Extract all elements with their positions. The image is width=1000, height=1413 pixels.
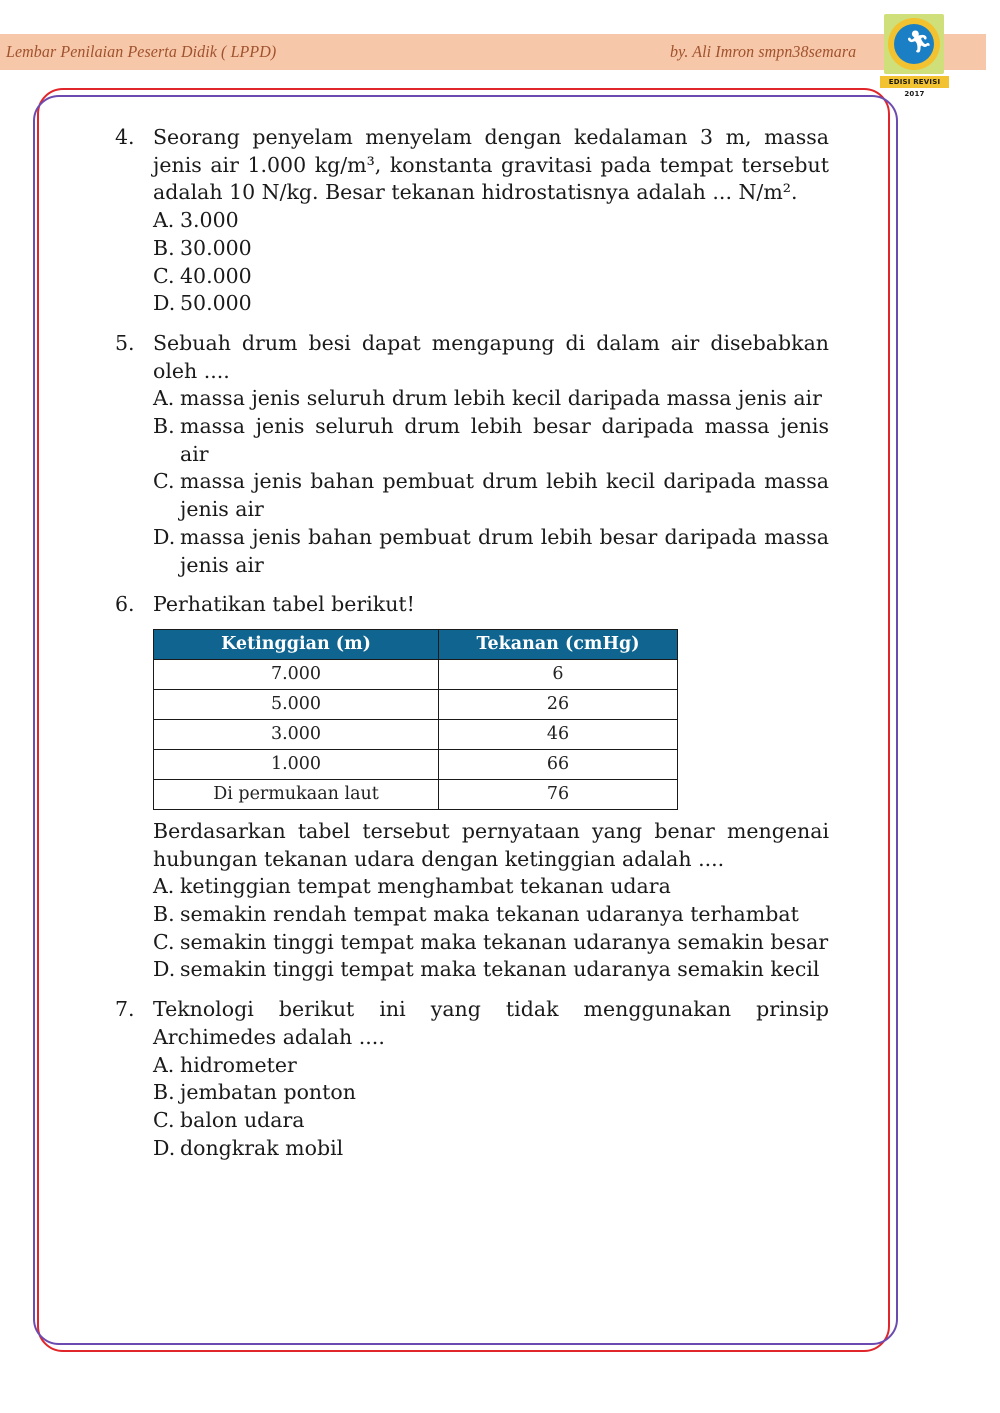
option-text: massa jenis seluruh drum lebih kecil daripada massa jenis air bbox=[180, 386, 822, 411]
pressure-cell: 66 bbox=[439, 749, 678, 779]
option-text: jembatan ponton bbox=[180, 1080, 356, 1105]
question-stem: Perhatikan tabel berikut! bbox=[153, 592, 415, 617]
option-text: massa jenis seluruh drum lebih besar daripada massa jenis air bbox=[180, 414, 829, 466]
option-letter: B. bbox=[153, 414, 175, 439]
question-stem: Teknologi berikut ini yang tidak menggunakan prinsip Archimedes adalah .... bbox=[153, 997, 829, 1049]
question-list bbox=[115, 124, 829, 1174]
option-letter: D. bbox=[153, 524, 176, 549]
option-text: dongkrak mobil bbox=[180, 1135, 344, 1160]
option-c[interactable] bbox=[153, 1107, 829, 1135]
option-c[interactable] bbox=[153, 263, 829, 291]
option-b[interactable] bbox=[153, 1079, 829, 1107]
option-text: semakin rendah tempat maka tekanan udaranya terhambat bbox=[180, 902, 799, 927]
option-letter: A. bbox=[153, 874, 175, 899]
option-letter: B. bbox=[153, 235, 175, 260]
option-text: 50.000 bbox=[180, 291, 252, 316]
question-7 bbox=[115, 996, 829, 1162]
option-text: semakin tinggi tempat maka tekanan udaranya semakin kecil bbox=[180, 957, 820, 982]
table-row bbox=[154, 689, 678, 719]
table-row bbox=[154, 749, 678, 779]
option-letter: A. bbox=[153, 386, 175, 411]
option-letter: C. bbox=[153, 469, 175, 494]
altitude-cell: 7.000 bbox=[154, 659, 439, 689]
altitude-cell: Di permukaan laut bbox=[154, 779, 439, 809]
pressure-cell: 26 bbox=[439, 689, 678, 719]
option-a[interactable] bbox=[153, 1052, 829, 1080]
altitude-cell: 5.000 bbox=[154, 689, 439, 719]
question-6 bbox=[115, 591, 829, 984]
question-number: 5. bbox=[115, 330, 135, 355]
question-stem: Seorang penyelam menyelam dengan kedalaman 3 m, massa jenis air 1.000 kg/m³, konstanta gravitasi pada tempat tersebut adalah 10 N/kg. Besar tekanan hidrostatisnya adalah ... N/m². bbox=[153, 125, 829, 205]
option-b[interactable] bbox=[153, 901, 829, 929]
option-b[interactable] bbox=[153, 413, 829, 468]
option-text: hidrometer bbox=[180, 1052, 297, 1077]
question-number: 4. bbox=[115, 125, 135, 149]
altitude-pressure-table bbox=[153, 629, 678, 810]
question-number: 7. bbox=[115, 997, 135, 1022]
pressure-cell: 46 bbox=[439, 719, 678, 749]
option-d[interactable] bbox=[153, 524, 829, 579]
option-text: massa jenis bahan pembuat drum lebih besar daripada massa jenis air bbox=[180, 524, 829, 577]
question-stem: Sebuah drum besi dapat mengapung di dalam air disebabkan oleh .... bbox=[153, 330, 829, 383]
option-a[interactable] bbox=[153, 873, 829, 901]
option-c[interactable] bbox=[153, 468, 829, 523]
pressure-cell: 76 bbox=[439, 779, 678, 809]
option-text: massa jenis bahan pembuat drum lebih kecil daripada massa jenis air bbox=[180, 469, 829, 522]
option-d[interactable] bbox=[153, 290, 829, 318]
option-letter: B. bbox=[153, 1080, 175, 1105]
worksheet-title: Lembar Penilaian Peserta Didik ( LPPD) bbox=[6, 42, 277, 61]
option-text: 40.000 bbox=[180, 263, 252, 288]
option-letter: C. bbox=[153, 1107, 175, 1132]
column-header-pressure: Tekanan (cmHg) bbox=[439, 629, 678, 659]
column-header-altitude: Ketinggian (m) bbox=[154, 629, 439, 659]
table-header-row bbox=[154, 629, 678, 659]
option-letter: A. bbox=[153, 1052, 175, 1077]
option-letter: D. bbox=[153, 957, 176, 982]
table-row bbox=[154, 659, 678, 689]
question-4 bbox=[115, 124, 829, 318]
edition-badge: EDISI REVISI 2017 bbox=[880, 76, 949, 88]
table-row bbox=[154, 779, 678, 809]
option-text: balon udara bbox=[180, 1107, 305, 1132]
option-letter: C. bbox=[153, 929, 175, 954]
pressure-cell: 6 bbox=[439, 659, 678, 689]
altitude-cell: 3.000 bbox=[154, 719, 439, 749]
altitude-cell: 1.000 bbox=[154, 749, 439, 779]
question-follow-up: Berdasarkan tabel tersebut pernyataan yang benar mengenai hubungan tekanan udara dengan ketinggian adalah .... bbox=[153, 818, 829, 871]
option-text: 30.000 bbox=[180, 235, 252, 260]
table-row bbox=[154, 719, 678, 749]
option-letter: D. bbox=[153, 1135, 176, 1160]
author-credit: by. Ali Imron smpn38semara bbox=[670, 42, 857, 61]
option-a[interactable] bbox=[153, 207, 829, 235]
option-letter: B. bbox=[153, 902, 175, 927]
kurikulum-logo-icon bbox=[884, 14, 944, 74]
question-5 bbox=[115, 330, 829, 579]
option-letter: C. bbox=[153, 263, 175, 288]
option-c[interactable] bbox=[153, 929, 829, 957]
option-b[interactable] bbox=[153, 235, 829, 263]
option-a[interactable] bbox=[153, 385, 829, 413]
option-d[interactable] bbox=[153, 1135, 829, 1163]
option-d[interactable] bbox=[153, 956, 829, 984]
option-text: semakin tinggi tempat maka tekanan udaranya semakin besar bbox=[180, 929, 829, 954]
option-text: ketinggian tempat menghambat tekanan udara bbox=[180, 874, 671, 899]
option-text: 3.000 bbox=[180, 208, 239, 233]
option-letter: A. bbox=[153, 208, 175, 233]
person-figure-icon: 🏃︎ bbox=[905, 30, 933, 55]
option-letter: D. bbox=[153, 291, 176, 316]
question-number: 6. bbox=[115, 592, 135, 617]
